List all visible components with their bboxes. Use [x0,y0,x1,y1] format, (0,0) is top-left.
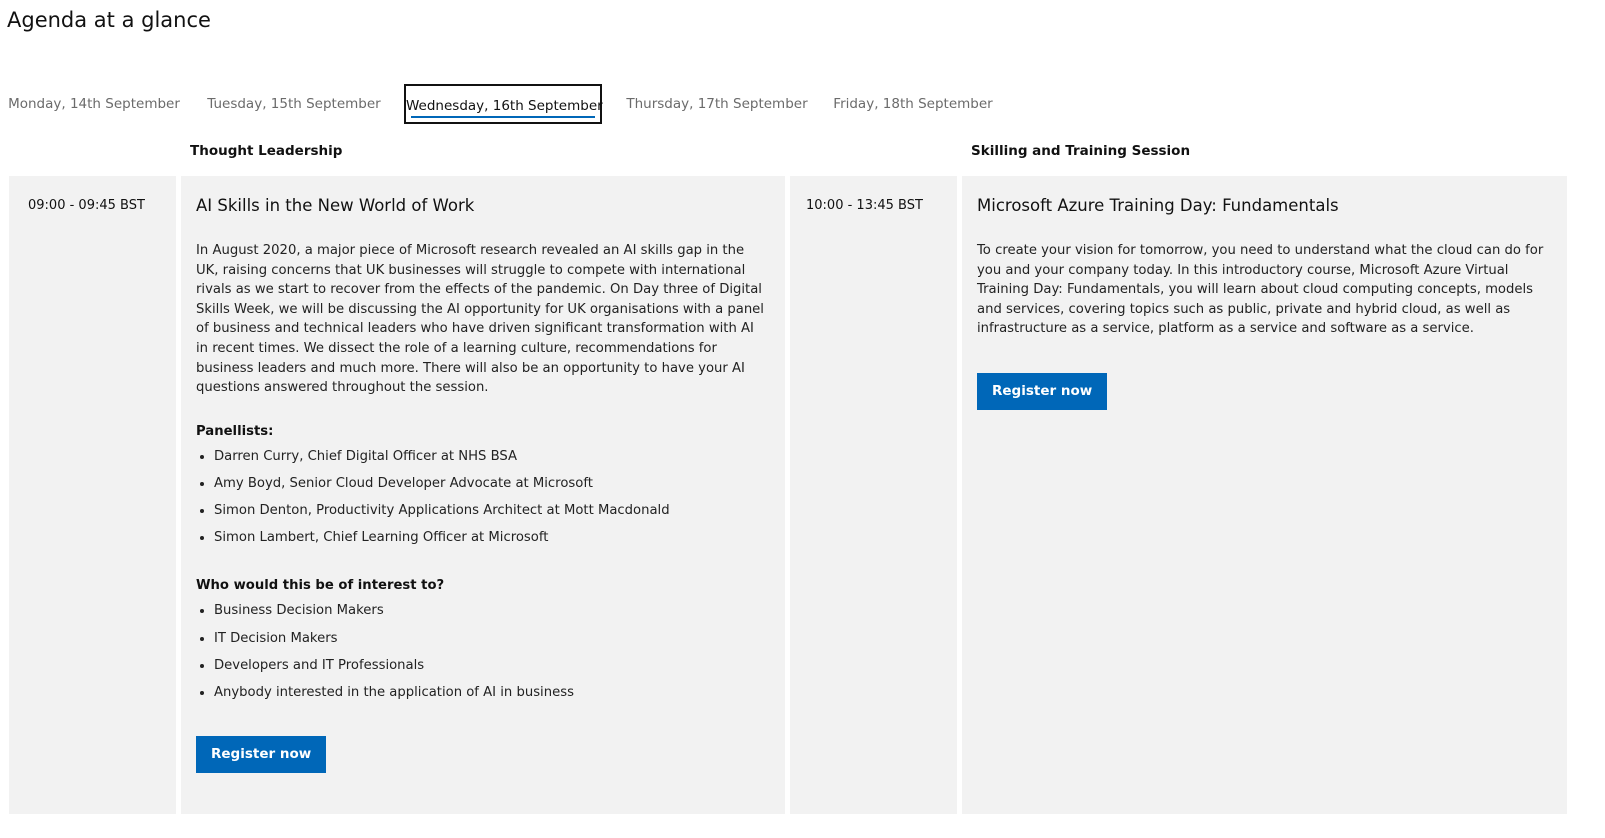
list-item: • Developers and IT Professionals [214,656,770,675]
session-title: AI Skills in the New World of Work [196,196,475,215]
list-item: • Anybody interested in the application of AI in business [214,683,770,702]
time-cell-2 [790,176,957,814]
list-item: • Darren Curry, Chief Digital Officer at NHS BSA [214,447,770,466]
session-time: 09:00 - 09:45 BST [28,198,145,213]
tab-friday[interactable]: Friday, 18th September [833,96,993,112]
tab-monday[interactable]: Monday, 14th September [8,96,180,112]
list-item: • IT Decision Makers [214,629,770,648]
session-description: To create your vision for tomorrow, you need to understand what the cloud can do for you and your company today. In this introductory course, Microsoft Azure Virtual Training Day: Fundamentals, you will learn about cloud computing concepts, models and services, covering topics such as public, private and hybrid cloud, as well as infrastructure as a service, platform as a service and software as a service. [977,243,1544,337]
list-item: • Simon Denton, Productivity Applications Architect at Mott Macdonald [214,501,770,520]
session-time: 10:00 - 13:45 BST [806,198,923,213]
register-now-button[interactable]: Register now [977,373,1107,410]
session-title: Microsoft Azure Training Day: Fundamentals [977,196,1339,215]
list-item: • Amy Boyd, Senior Cloud Developer Advocate at Microsoft [214,474,770,493]
panellists-list [196,447,770,548]
tab-thursday[interactable]: Thursday, 17th September [626,96,808,112]
audience-label: Who would this be of interest to? [196,578,445,594]
list-item: • Simon Lambert, Chief Learning Officer at Microsoft [214,528,770,547]
register-now-button[interactable]: Register now [196,736,326,773]
time-cell-1 [9,176,176,814]
track-heading-thought-leadership: Thought Leadership [190,143,343,159]
tab-wednesday[interactable] [404,84,602,124]
track-heading-skilling-training: Skilling and Training Session [971,143,1191,159]
page-title: Agenda at a glance [7,8,211,32]
tab-tuesday[interactable]: Tuesday, 15th September [207,96,381,112]
audience-list [196,601,770,702]
session-description: In August 2020, a major piece of Microsoft research revealed an AI skills gap in the UK, raising concerns that UK businesses will struggle to compete with international rivals as we start to recover from the effects of the pandemic. On Day three of Digital Skills Week, we will be discussing the AI opportunity for UK organisations with a panel of business and technical leaders who have driven significant transformation with AI in recent times. We dissect the role of a learning culture, recommendations for business leaders and much more. There will also be an opportunity to have your AI questions answered throughout the session. [196,243,764,396]
session-card-azure-fundamentals [962,176,1567,814]
session-card-ai-skills [181,176,785,814]
active-tab-underline [411,116,595,118]
tab-wednesday-label: Wednesday, 16th September [406,98,603,114]
panellists-label: Panellists: [196,423,274,439]
list-item: • Business Decision Makers [214,601,770,620]
